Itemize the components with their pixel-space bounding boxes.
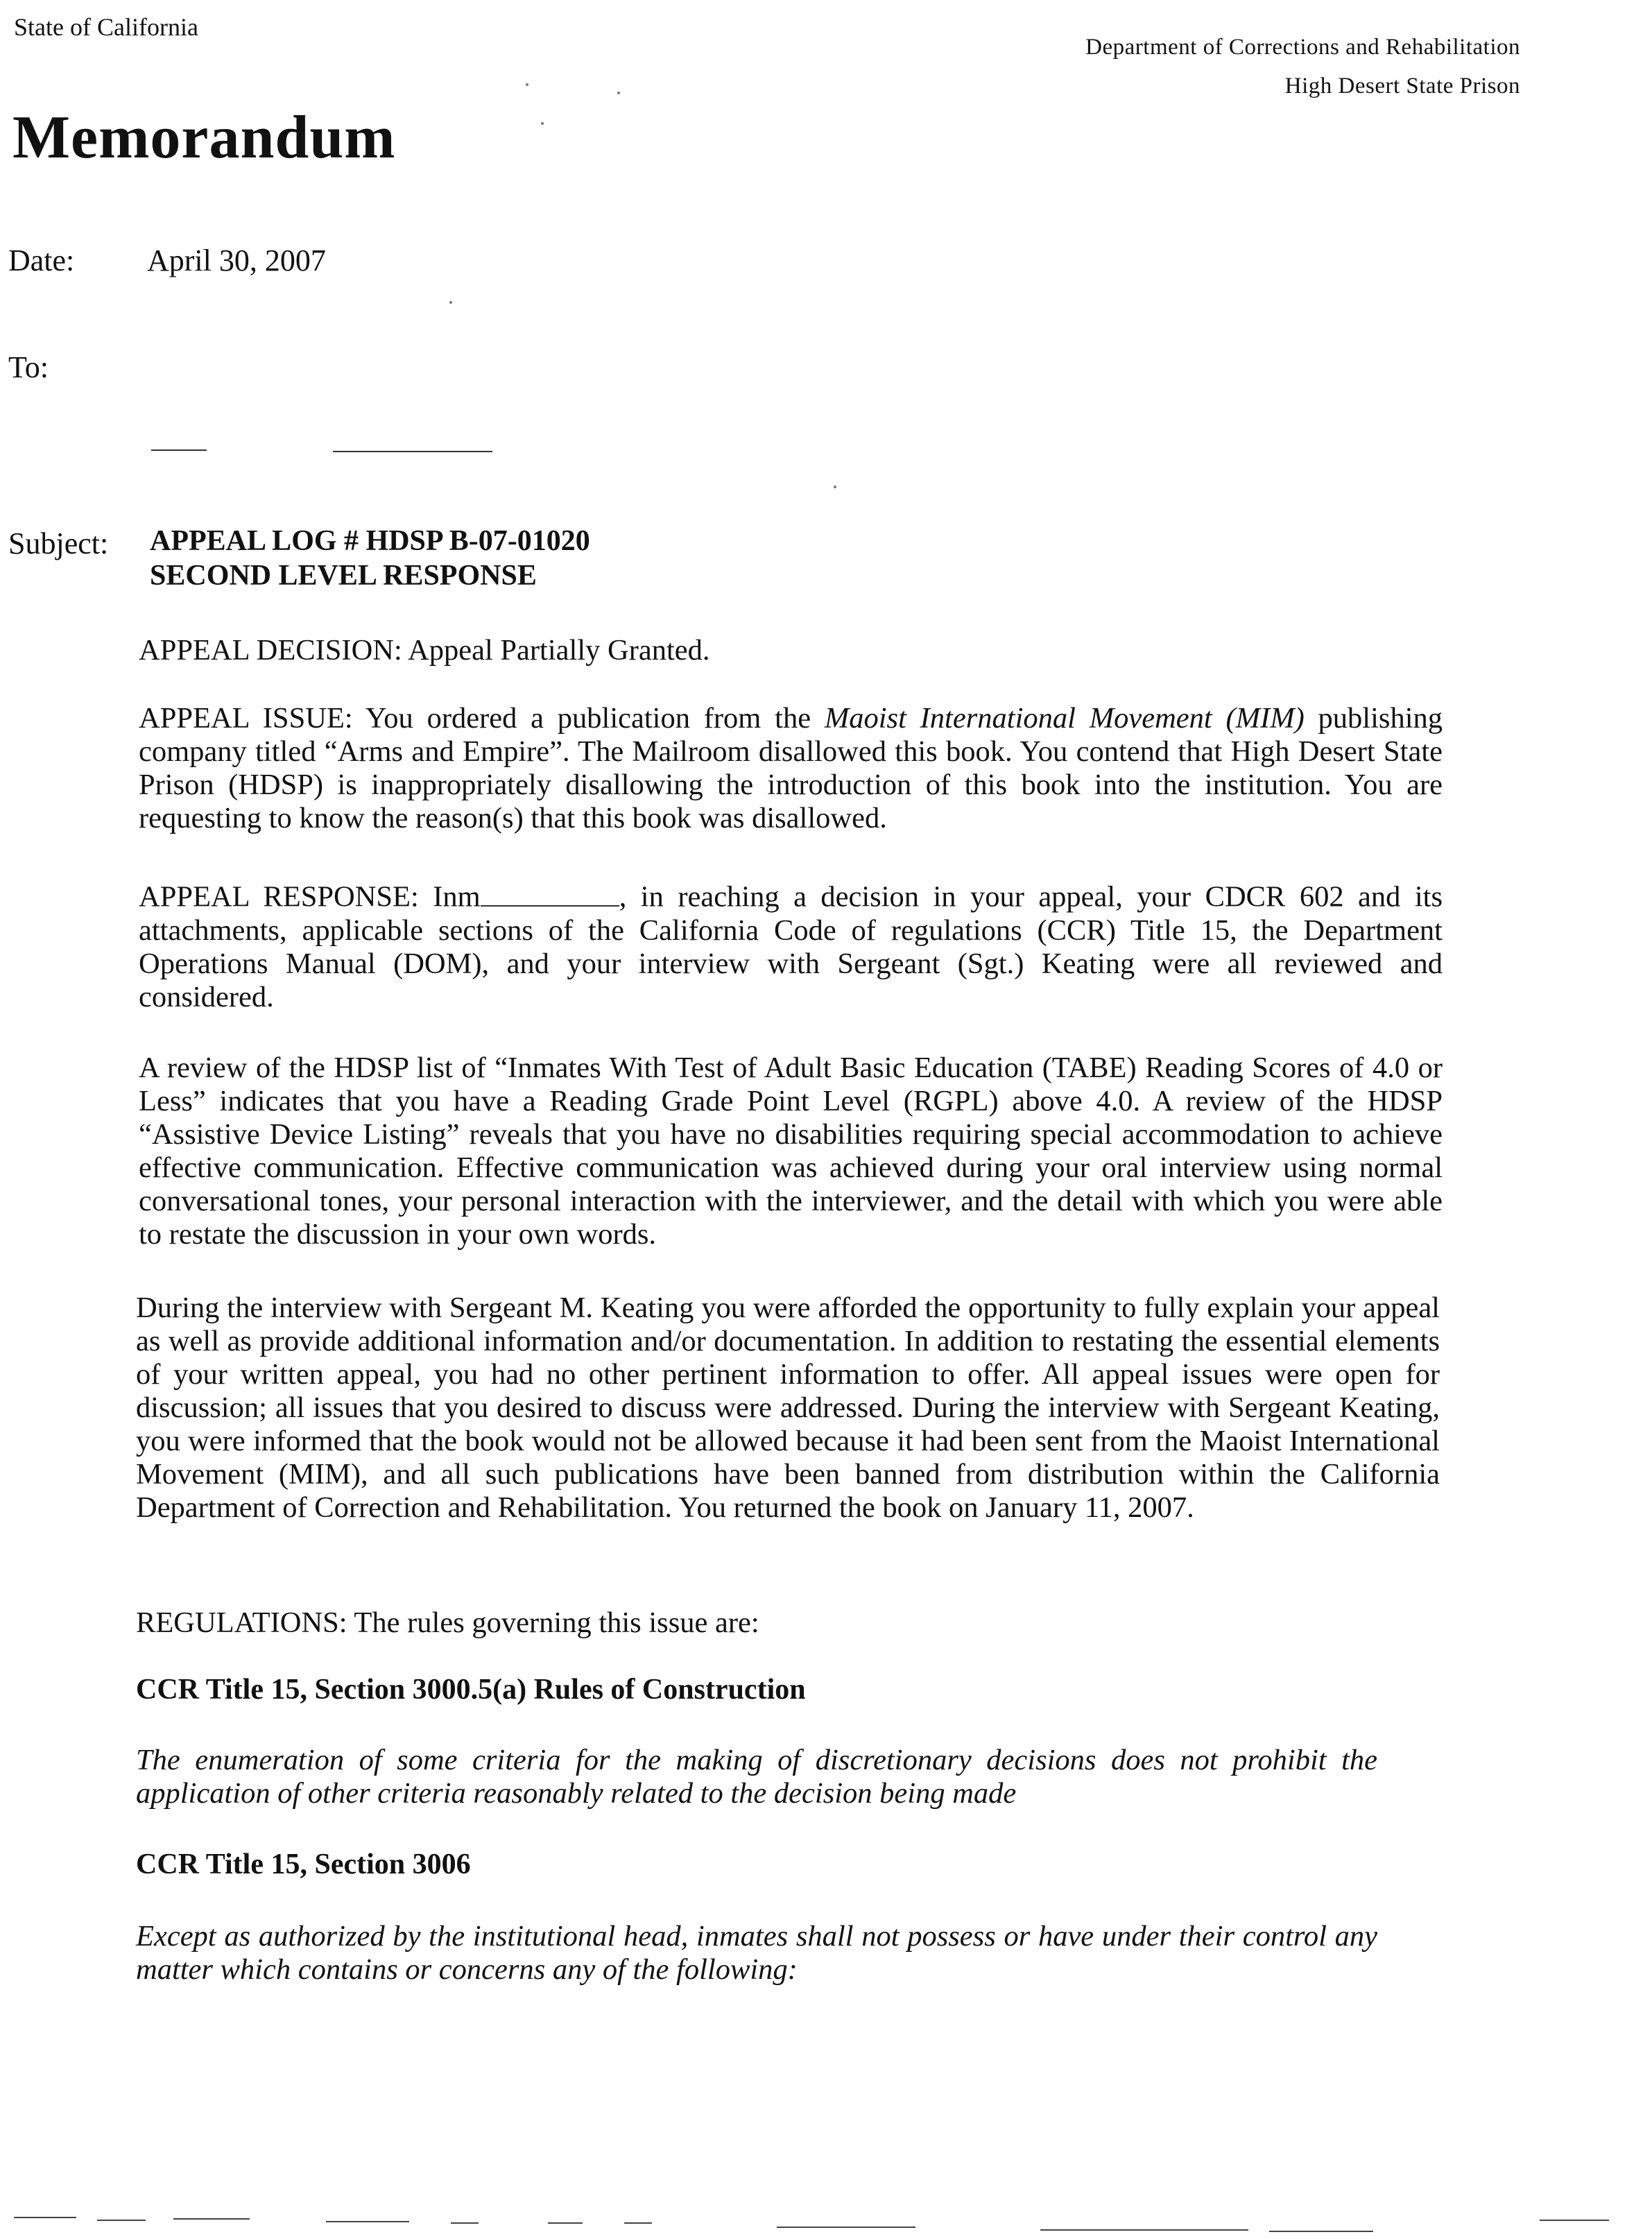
subject-block: [150, 524, 590, 593]
footer-dash: [777, 2227, 915, 2228]
review-section: [139, 1052, 1443, 1251]
response-text: [139, 875, 1443, 1014]
redacted-line: [151, 449, 207, 451]
decision-text: APPEAL DECISION: Appeal Partially Granted.: [139, 634, 710, 667]
issue-rest: publishing company titled “Arms and Empire”. The Mailroom disallowed this book. You contend that High Desert State Prison (HDSP) is inappropriately disallowing the introduction of this book into the institution. You are requesting to know the reason(s) that this book was disallowed.: [139, 702, 1443, 834]
reg2-heading: CCR Title 15, Section 3006: [136, 1848, 471, 1880]
footer-dash: [326, 2221, 409, 2222]
footer-dash: [97, 2220, 146, 2221]
footer-dash: [548, 2222, 583, 2224]
scan-speck: [541, 122, 544, 125]
redacted-line: [333, 451, 492, 452]
scan-speck: [617, 92, 620, 94]
response-rest: , in reaching a decision in your appeal, your CDCR 602 and its attachments, applicable sections of the California Code of regulations (CCR) Title 15, the Department Operations Manual (DOM), and your interview with Sergeant (Sgt.) Keating were all reviewed and considered.: [139, 880, 1443, 1013]
regulation-2-heading: [136, 1848, 1440, 1881]
regulation-1-body: [136, 1744, 1377, 1810]
subject-line-1: APPEAL LOG # HDSP B-07-01020: [150, 525, 590, 557]
redacted-name: [481, 875, 619, 907]
scan-speck: [526, 83, 528, 86]
reg1-heading: CCR Title 15, Section 3000.5(a) Rules of Construction: [136, 1674, 806, 1706]
to-label: To:: [8, 350, 49, 384]
footer-dash: [173, 2218, 250, 2220]
subject-label: Subject:: [8, 526, 109, 560]
scan-speck: [834, 486, 836, 488]
regulations-intro: [136, 1606, 1440, 1640]
review-paragraph: A review of the HDSP list of “Inmates With Test of Adult Basic Education (TABE) Reading Scores of 4.0 or Less” indicates that you have a Reading Grade Point Level (RGPL) above 4.0. A review of the HDSP “Assistive Device Listing” reveals that you have no disabilities requiring special accommodation to achieve effective communication. Effective communication was achieved during your oral interview using normal conversational tones, your personal interaction with the interviewer, and the detail with which you were able to restate the discussion in your own words.: [139, 1052, 1443, 1251]
scan-speck: [449, 301, 452, 304]
appeal-response: [139, 875, 1443, 1014]
memo-title: Memorandum: [12, 104, 396, 171]
footer-dash: [451, 2222, 479, 2224]
regulation-1-heading: [136, 1673, 1440, 1706]
interview-paragraph: During the interview with Sergeant M. Keating you were afforded the opportunity to fully explain your appeal as well as provide additional information and/or documentation. In addition to restating the essential elements of your written appeal, you had no other pertinent information to offer. All appeal issues were open for discussion; all issues that you desired to discuss were addressed. During the interview with Sergeant Keating, you were informed that the book would not be allowed because it had been sent from the Maoist International Movement (MIM), and all such publications have been banned from distribution within the California Department of Correction and Rehabilitation. You returned the book on January 11, 2007.: [136, 1292, 1440, 1524]
state-header: State of California: [14, 13, 198, 41]
appeal-issue: [139, 702, 1443, 835]
response-prefix: APPEAL RESPONSE: Inm: [139, 880, 481, 913]
issue-text: [139, 702, 1443, 835]
subject-line-2: SECOND LEVEL RESPONSE: [150, 560, 537, 592]
date-value: April 30, 2007: [147, 243, 326, 277]
regulations-intro-text: REGULATIONS: The rules governing this issue are:: [136, 1606, 759, 1639]
reg2-text: Except as authorized by the institutional head, inmates shall not possess or have under their control any matter which contains or concerns any of the following:: [136, 1920, 1377, 1986]
footer-dash: [624, 2222, 652, 2224]
regulation-2-body: [136, 1920, 1377, 1987]
interview-section: [136, 1292, 1440, 1525]
issue-prefix: APPEAL ISSUE: You ordered a publication from the: [139, 702, 825, 735]
facility-name: High Desert State Prison: [1284, 74, 1520, 98]
footer-dash: [14, 2217, 76, 2218]
reg1-text: The enumeration of some criteria for the making of discretionary decisions does not prohibit the application of other criteria reasonably related to the decision being made: [136, 1744, 1377, 1810]
date-label: Date:: [8, 243, 75, 277]
appeal-decision: [139, 634, 1443, 667]
footer-dash: [1269, 2231, 1373, 2232]
publisher-name: Maoist International Movement (MIM): [824, 702, 1305, 735]
footer-dash: [1540, 2220, 1609, 2221]
footer-dash: [1040, 2229, 1248, 2231]
department-name: Department of Corrections and Rehabilitation: [1085, 35, 1520, 60]
department-header: [1085, 28, 1520, 105]
